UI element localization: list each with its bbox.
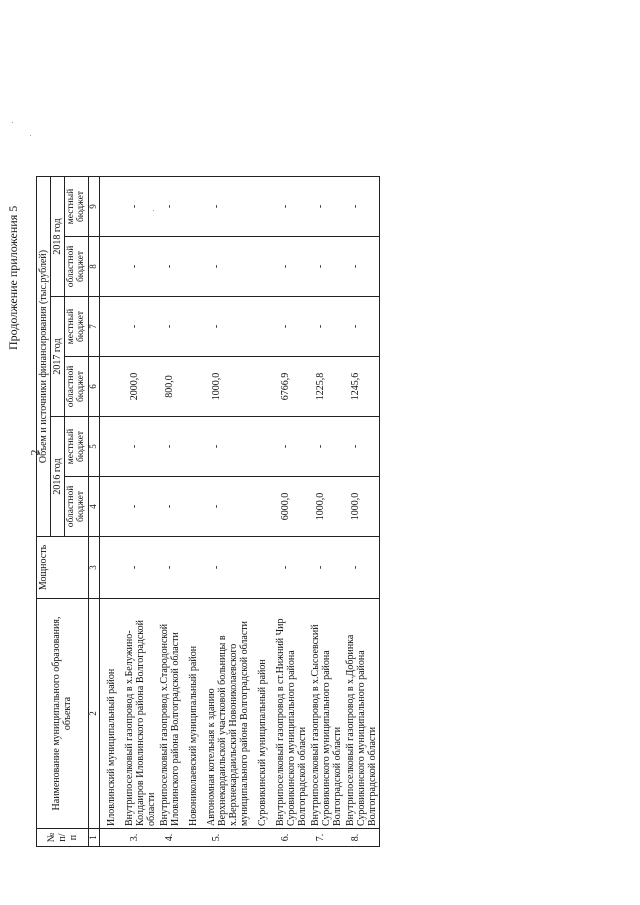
row-number: 5.: [205, 829, 251, 847]
capacity-cell: -: [158, 537, 182, 599]
regional-2017-cell: 1000,0: [205, 357, 251, 417]
capacity-cell: -: [274, 537, 309, 599]
column-numbers-row: [88, 177, 99, 847]
header-year-2017: 2017 год: [51, 297, 65, 417]
local-2016-cell: -: [274, 417, 309, 477]
row-number: 4.: [158, 829, 182, 847]
column-number: 5: [88, 417, 99, 477]
local-2016-cell: -: [205, 417, 251, 477]
row-number: 7.: [309, 829, 344, 847]
district-row: [182, 177, 205, 847]
table-row: [309, 177, 344, 847]
table-row: [158, 177, 182, 847]
header-funding: Объем и источники финансирования (тыс.рублей): [37, 177, 51, 537]
regional-2017-cell: 1225,8: [309, 357, 344, 417]
column-number: 9: [88, 177, 99, 237]
header-regional-2018: областной бюджет: [65, 237, 89, 297]
funding-table: [36, 176, 380, 847]
local-2016-cell: -: [123, 417, 158, 477]
local-2017-cell: -: [123, 297, 158, 357]
local-2016-cell: -: [344, 417, 380, 477]
local-2018-cell: -: [344, 177, 380, 237]
scan-speck: [153, 210, 154, 211]
regional-2017-cell: 6766,9: [274, 357, 309, 417]
regional-2018-cell: -: [205, 237, 251, 297]
capacity-cell: -: [309, 537, 344, 599]
row-number: 6.: [274, 829, 309, 847]
regional-2017-cell: 800,0: [158, 357, 182, 417]
column-number: 7: [88, 297, 99, 357]
local-2017-cell: -: [205, 297, 251, 357]
regional-2018-cell: -: [158, 237, 182, 297]
object-name: Внутрипоселковый газопровод в х.Белужино-Колдаиров Иловлинского района Волгоградской области: [123, 599, 158, 829]
district-name: Новониколаевский муниципальный район: [182, 599, 205, 829]
header-name: Наименование муниципального образования, объекта: [37, 599, 89, 829]
row-number: 3.: [123, 829, 158, 847]
column-number: 3: [88, 537, 99, 599]
object-name: Автономная котельная к зданию Верхнекардаильской участковой больницы в х.Верхнекардаильский Новониколаевского муниципального района Волгоградской области: [205, 599, 251, 829]
regional-2017-cell: 2000,0: [123, 357, 158, 417]
regional-2018-cell: -: [274, 237, 309, 297]
regional-2016-cell: -: [205, 477, 251, 537]
local-2018-cell: -: [274, 177, 309, 237]
header-capacity: Мощность: [37, 537, 89, 599]
table-row: [205, 177, 251, 847]
object-name: Внутрипоселковый газопровод х.Стародонской Иловлинского района Волгоградской области: [158, 599, 182, 829]
local-2017-cell: -: [274, 297, 309, 357]
header-regional-2017: областной бюджет: [65, 357, 89, 417]
header-regional-2016: областной бюджет: [65, 477, 89, 537]
regional-2018-cell: -: [309, 237, 344, 297]
column-number: 8: [88, 237, 99, 297]
local-2017-cell: -: [158, 297, 182, 357]
object-name: Внутрипоселковый газопровод в ст.Нижний Чир Суровикинского муниципального района Волгоградской области: [274, 599, 309, 829]
scan-speck: [30, 135, 31, 136]
object-name: Внутрипоселковый газопровод в х.Сысоевский Суровикинского муниципального района Волгоградской области: [309, 599, 344, 829]
district-row: [251, 177, 274, 847]
local-2016-cell: -: [309, 417, 344, 477]
regional-2016-cell: 1000,0: [309, 477, 344, 537]
continuation-title: Продолжение приложения 5: [6, 205, 20, 350]
header-year-2016: 2016 год: [51, 417, 65, 537]
regional-2017-cell: 1245,6: [344, 357, 380, 417]
header-local-2017: местный бюджет: [65, 297, 89, 357]
regional-2018-cell: -: [123, 237, 158, 297]
local-2018-cell: -: [309, 177, 344, 237]
table-row: [344, 177, 380, 847]
column-number: 6: [88, 357, 99, 417]
column-number: 2: [88, 599, 99, 829]
regional-2016-cell: 6000,0: [274, 477, 309, 537]
local-2018-cell: -: [205, 177, 251, 237]
regional-2016-cell: 1000,0: [344, 477, 380, 537]
local-2018-cell: -: [158, 177, 182, 237]
header-num: № п/п: [37, 829, 89, 847]
regional-2018-cell: -: [344, 237, 380, 297]
row-number: [99, 829, 123, 847]
local-2018-cell: -: [123, 177, 158, 237]
row-number: [251, 829, 274, 847]
column-number: 4: [88, 477, 99, 537]
table-row: [123, 177, 158, 847]
row-number: 8.: [344, 829, 380, 847]
capacity-cell: -: [344, 537, 380, 599]
header-year-2018: 2018 год: [51, 177, 65, 297]
district-name: Суровикинский муниципальный район: [251, 599, 274, 829]
object-name: Внутрипоселковый газопровод в х.Добринка Суровикинского муниципального района Волгоградской области: [344, 599, 380, 829]
district-name: Иловлинский муниципальный район: [99, 599, 123, 829]
column-number: 1: [88, 829, 99, 847]
scan-speck: [12, 122, 13, 123]
row-number: [182, 829, 205, 847]
capacity-cell: -: [205, 537, 251, 599]
district-row: [99, 177, 123, 847]
header-local-2018: местный бюджет: [65, 177, 89, 237]
regional-2016-cell: -: [158, 477, 182, 537]
local-2017-cell: -: [309, 297, 344, 357]
table-row: [274, 177, 309, 847]
local-2017-cell: -: [344, 297, 380, 357]
header-local-2016: местный бюджет: [65, 417, 89, 477]
local-2016-cell: -: [158, 417, 182, 477]
regional-2016-cell: -: [123, 477, 158, 537]
page-number: 2: [27, 449, 42, 456]
capacity-cell: -: [123, 537, 158, 599]
